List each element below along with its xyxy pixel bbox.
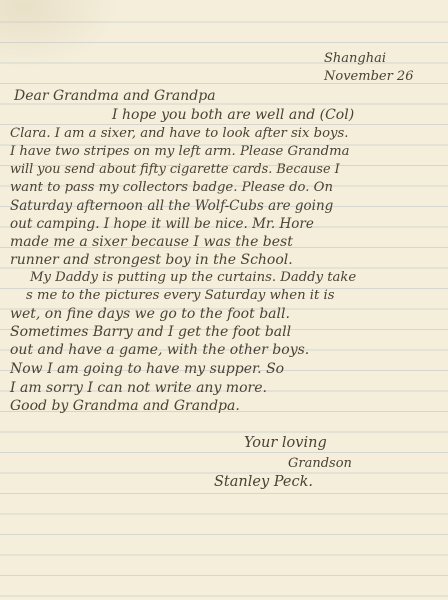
paper-stain — [0, 0, 120, 70]
signature: Stanley Peck. — [214, 474, 313, 490]
body-line: My Daddy is putting up the curtains. Daddy take — [30, 270, 357, 285]
body-line: wet, on fine days we go to the foot ball. — [10, 306, 290, 322]
relation: Grandson — [288, 456, 352, 471]
body-line: Now I am going to have my supper. So — [10, 361, 285, 377]
closing: Your loving — [244, 435, 327, 451]
body-line: I have two stripes on my left arm. Please Grandma — [10, 144, 350, 159]
body-line: Saturday afternoon all the Wolf-Cubs are going — [10, 198, 334, 214]
body-line: made me a sixer because I was the best — [10, 234, 293, 250]
body-line: Good by Grandma and Grandpa. — [10, 398, 240, 414]
letter-place: Shanghai — [324, 51, 387, 66]
body-line: will you send about fifty cigarette cards. Because I — [10, 162, 340, 177]
letter-date: November 26 — [324, 69, 414, 84]
body-line: s me to the pictures every Saturday when it is — [26, 288, 335, 303]
salutation: Dear Grandma and Grandpa — [14, 88, 216, 104]
body-line: I am sorry I can not write any more. — [10, 380, 267, 396]
body-line: out and have a game, with the other boys. — [10, 342, 310, 358]
body-line: want to pass my collectors badge. Please do. On — [10, 180, 333, 195]
body-line: out camping. I hope it will be nice. Mr. Hore — [10, 216, 314, 232]
body-line: I hope you both are well and (Col) — [112, 107, 355, 123]
body-line: Clara. I am a sixer, and have to look after six boys. — [10, 126, 349, 141]
body-line: runner and strongest boy in the School. — [10, 252, 293, 268]
body-line: Sometimes Barry and I get the foot ball — [10, 324, 292, 340]
